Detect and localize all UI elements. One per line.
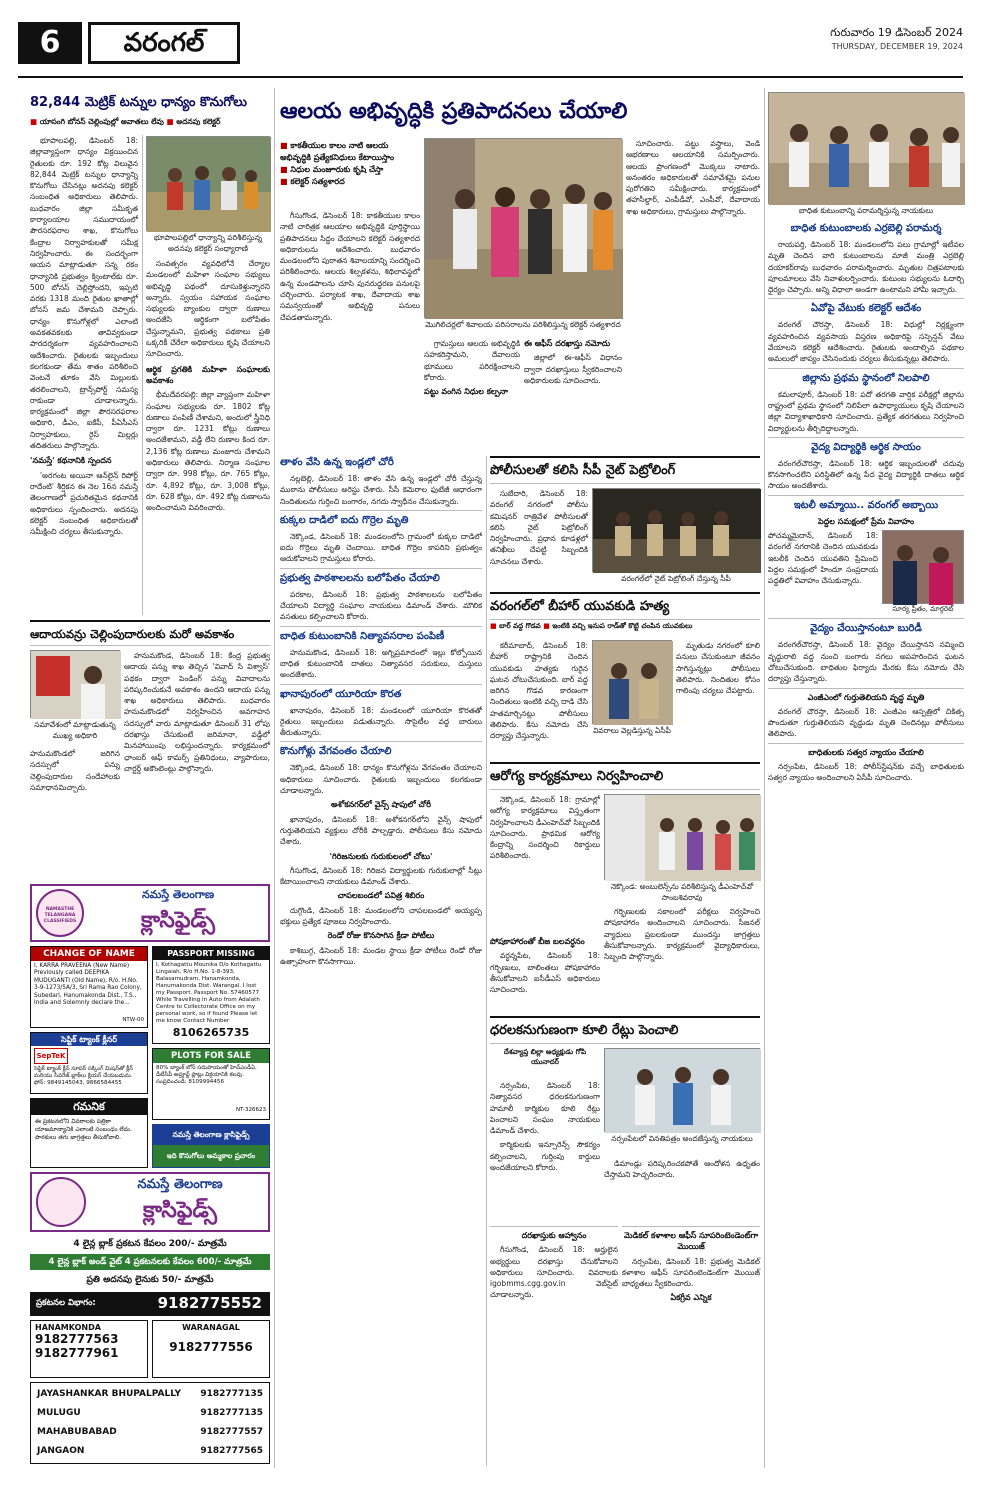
bottom-sub-2: మెడికల్ కళాశాల ఆఫీస్ సూపరింటెండెంట్‌గా మొయిజ్ (624, 1231, 758, 1252)
change-of-name-body: I, KARRA PRAVEENA (New Name) Previously called DEEPIKA MUDUGANTI (Old Name), R/o. H.No. 3-9-1273/5A/3, Sri Rama Rao Colony, Subedari, Hanumakonda Dist., T.S., India and Solemnly declare the... (34, 963, 142, 1007)
right-headline-7: ఎంజీఎంలో గుర్తుతెలియని వృద్ధ మృతి (768, 688, 964, 703)
district-office-row (37, 1442, 263, 1461)
big-classifieds-logo (36, 1177, 86, 1227)
murder-sub1: బార్ వద్ద గొడవ (499, 622, 541, 630)
main-photo-caption: మొగిలిచర్లలో శివాలయ పరిసరాలను పరిశీలిస్తున్న కలెక్టర్ సత్యశారద (425, 320, 621, 329)
passport-body: I, Kothagattu Mounika D/o Kothagattu Lingaiah, R/o H.No. 1-8-393, Balasamudram, Hanamkonda, Hanumakonda Dist. Warangal. I lost my Passport. Passport No. 57460577 While Travelling in Auto from Adalath Centre to Collectorate Office on my personal work, so if found Please let me know Contact Number (156, 962, 262, 1024)
main-sub3: పట్టు వంగిన నిధుల కల్పనా (424, 387, 508, 397)
contact-phone: 9182775552 (157, 1294, 262, 1312)
district-name: MAHABUBABAD (37, 1427, 117, 1437)
patrolling-photo-caption: వరంగల్‌లో నైట్ పెట్రోలింగ్ చేస్తున్న సీపీ (621, 574, 731, 583)
bottom-sub-1: దరఖాస్తుకు ఆహ్వానం (521, 1231, 587, 1240)
gamanika-ad (30, 1098, 148, 1168)
district-name: JANGAON (37, 1446, 85, 1456)
right-headline-4: వైద్య విద్యార్థికి ఆర్థిక సాయం (768, 437, 964, 455)
section-title: వరంగల్ (88, 22, 240, 64)
income-tax-photo-caption: సమావేశంలో మాట్లాడుతున్న ముఖ్య అధికారి (34, 720, 116, 740)
contact-bar (30, 1292, 270, 1316)
gamanika-body: ఈ ప్రకటనలోని వివరాలకు పత్రికా యాజమాన్యానికి ఎలాంటి సంబంధం లేదు. పాఠకులు తగు జాగ్రత్తలు తీసుకోవాలి. (35, 1118, 132, 1141)
center-column (280, 456, 482, 1466)
wages-body-text: నర్సంపేట, డిసెంబర్ 18: నిత్యావసర ధరలకనుగుణంగా హమాలీ కార్మికుల కూలి రేట్లు పెంచాలని సంఘం నాయకులు డిమాండ్ చేశారు. (490, 1081, 600, 1136)
right-story-5 (768, 530, 964, 615)
right-body-4: వరంగల్‌చౌరస్తా, డిసెంబర్ 18: ఆర్థిక ఇబ్బందులతో చదువు కొనసాగించలేని పరిస్థితిలో ఉన్న పేద వైద్య విద్యార్థికి దాతలు ఆర్థిక సాయం అందజేశారు. (768, 458, 964, 491)
classifieds-subtitle: క్లాసిఫైడ్స్ (141, 908, 215, 933)
right-headline-6: వైద్యం చేయిస్తానంటూ బురిడీ (768, 618, 964, 636)
district-phone: 9182777135 (200, 1408, 263, 1418)
center-sub-9: చాపలబండలో పవిత్ర శిబిరం (337, 891, 425, 901)
district-office-row (37, 1385, 263, 1404)
health-headline: ఆరోగ్య కార్యక్రమాలు నిర్వహించాలి (490, 762, 760, 790)
right-body-1: రాయపర్తి, డిసెంబర్ 18: మండలంలోని పలు గ్రామాల్లో ఇటీవల మృతి చెందిన వారి కుటుంబాలను మాజీ మంత్రి ఎర్రబెల్లి దయాకర్‌రావు బుధవారం పరామర్శించారు. మృతుల చిత్రపటాలకు పూలమాలలు వేసి నివాళులర్పించారు. కుటుంబ సభ్యులను ఓదార్చి ధైర్యం చెప్పారు. అన్ని విధాలా అండగా ఉంటామని హామీ ఇచ్చారు. (768, 240, 964, 295)
col2-sub: ఆర్థిక ప్రగతికి మహిళా సంఘాలకు అవకాశం (146, 364, 270, 385)
office-phone: 9182777556 (169, 1340, 253, 1354)
office-phone: 9182777961 (35, 1346, 119, 1360)
wages-headline: ధరలకనుగుణంగా కూలి రేట్లు పెంచాలి (490, 1016, 760, 1044)
main-bullets (280, 140, 420, 206)
center-sub-7: అశోకనగర్‌లో వైన్స్ షాపులో చోరీ (331, 800, 431, 810)
change-of-name-title: CHANGE OF NAME (31, 947, 147, 961)
change-of-name-ad (30, 946, 148, 1028)
center-sub-10: రెండో రోజు కొనసాగిన క్రీడా పోటీలు (327, 931, 435, 941)
income-tax-photo (30, 650, 120, 718)
center-headline-2: కుక్కల దాడిలో ఐదు గొర్రెల మృతి (280, 510, 482, 528)
district-office-row (37, 1423, 263, 1442)
col-divider (142, 135, 143, 615)
health-body2-text: వర్ధన్నపేట, డిసెంబర్ 18: గర్భిణులు, బాలింతలు పోషకాహారం తీసుకోవాలని ఐసీడీఎస్ అధికారులు సూచించారు. (490, 951, 600, 995)
col1-photo (146, 136, 270, 231)
office-name: WARANAGAL (182, 1323, 240, 1332)
classifieds-logo-text: NAMASTHE TELANGANA CLASSIFIEDS (43, 907, 77, 924)
right-photo-5-wrap (882, 530, 964, 615)
center-body-10: కాశిబుగ్గ, డిసెంబర్ 18: మండల స్థాయి క్రీడా పోటీలు రెండో రోజు ఉత్సాహంగా కొనసాగాయి. (280, 945, 482, 966)
masthead (18, 22, 963, 72)
patrolling-body (490, 488, 588, 588)
center-body-9: దుగ్గొండి, డిసెంబర్ 18: మండలంలోని చాపలబండలో అయ్యప్ప భక్తులు ప్రత్యేక పూజలు నిర్వహించారు. (280, 905, 482, 927)
col-divider (764, 88, 765, 1468)
center-headline-3: ప్రభుత్వ పాఠశాలలను బలోపేతం చేయాలి (280, 568, 482, 586)
center-body-7: ఖానాపురం, డిసెంబర్ 18: అశోకనగర్‌లోని వైన్స్ షాపులో గుర్తుతెలియని వ్యక్తులు చోరీకి పాల్పడ్డారు. పోలీసులు కేసు నమోదు చేశారు. (280, 814, 482, 847)
passport-title: PASSPORT MISSING (153, 947, 269, 960)
bottom-body-1: గీసుగొండ, డిసెంబర్ 18: అర్హులైన అభ్యర్థులు దరఖాస్తు చేసుకోవాలని అధికారులు సూచించారు. వివరాలకు igobmms.cgg.gov.in వెబ్‌సైట్ చూడాలన్నారు. (490, 1245, 618, 1300)
murder-subheads: ■ బార్ వద్ద గొడవ ■ ఇంటికి వచ్చి ఇనుప రాడ్‌తో కొట్టి చంపిన యువకులు (490, 622, 693, 630)
district-phone: 9182777557 (200, 1427, 263, 1437)
col1-photo-caption: భూపాలపల్లిలో ధాన్యాన్ని పరిశీలిస్తున్న అదనపు కలెక్టర్ సంధ్యారాణి (153, 233, 263, 253)
col-divider (274, 88, 275, 1468)
murder-photo-caption: వివరాలు వెల్లడిస్తున్న ఏసీపీ (593, 726, 671, 735)
passport-missing-ad (152, 946, 270, 1044)
wages-body: నర్సంపేట, డిసెంబర్ 18: నిత్యావసర ధరలకనుగుణంగా హమాలీ కార్మికుల కూలి రేట్లు పెంచాలని సంఘం నాయకులు డిమాండ్ చేశారు. కార్మికులకు ఇన్సూరెన్స్ సౌకర్యం కల్పించాలని, గుర్తింపు కార్డులు అందజేయాలని కోరారు. (490, 1081, 600, 1173)
main-bullet: ■ కాకతీయుల కాలం నాటి ఆలయ అభివృద్ధికి ప్రత్యేకనిధులు కేటాయిస్తాం (280, 140, 420, 164)
right-photo-caption: బాధిత కుటుంబాన్ని పరామర్శిస్తున్న నాయకులు (798, 206, 934, 215)
offer-3: ప్రతి అదనపు లైనుకు 50/- మాత్రమే (86, 1275, 214, 1285)
offer-1: 4 లైన్ల బ్లాక్ ప్రకటన కేవలం 200/- మాత్రమే (73, 1239, 227, 1249)
wages-body-cont: డిమాండ్లు పరిష్కరించకపోతే ఆందోళన ఉధృతం చేస్తామని హెచ్చరించారు. (604, 1159, 760, 1180)
health-body (490, 794, 600, 934)
income-tax-body (124, 650, 270, 862)
patrolling-headline: పోలీసులతో కలిసి సీపీ నైట్ పెట్రోలింగ్ (490, 456, 760, 484)
right-body-5: పోచమ్మమైదాన్, డిసెంబర్ 18: వరంగల్ నగరానికి చెందిన యువకుడు ఇటలీకి చెందిన యువతిని ప్రేమించి పెద్దల సమక్షంలో హిందూ సంప్రదాయ పద్ధతిలో వివాహం చేసుకున్నారు. (768, 531, 878, 586)
wages-photo-caption: నర్సంపేటలో వినతిపత్రం అందజేస్తున్న నాయకులు (611, 1134, 753, 1143)
col2-body-text: సంవత్సరం వ్యవధిలోనే చేర్యాల మండలంలో మహిళా సంఘాల సభ్యులు అభివృద్ధి పథంలో దూసుకెళ్తున్నారని అన్నారు. స్వయం సహాయక సంఘాల సభ్యులకు బ్యాంకుల ద్వారా రుణాలు అందజేసి ఆర్థికంగా బలోపేతం చేస్తున్నామని, ప్రభుత్వ పథకాలు ప్రతి ఒక్కరికీ చేరేలా అధికారులు కృషి చేయాలని సూచించారు. (146, 259, 270, 359)
health-body-text: నెక్కొండ, డిసెంబర్ 18: గ్రామాల్లో ఆరోగ్య కార్యక్రమాలు విస్తృతంగా నిర్వహించాలని డీఎంహెచ్‌వో సిబ్బందికి సూచించారు. ప్రాథమిక ఆరోగ్య కేంద్రాన్ని సందర్శించి రికార్డులు పరిశీలించారు. (490, 795, 600, 861)
main-body (280, 210, 420, 450)
center-body-1: నల్లబెల్లి, డిసెంబర్ 18: తాళం వేసి ఉన్న ఇండ్లలో చోరీ చేస్తున్న ముఠాను పోలీసులు అరెస్టు చేశారు. సీసీ కెమెరాల ఫుటేజీ ఆధారంగా నిందితులను గుర్తించి బంగారం, నగదు స్వాధీనం చేసుకున్నారు. (280, 474, 482, 506)
right-photo-5 (882, 530, 964, 604)
district-office-row (37, 1404, 263, 1423)
main-photo (424, 138, 622, 318)
center-body-4: హనుమకొండ, డిసెంబర్ 18: అగ్నిప్రమాదంలో ఇల్లు కోల్పోయిన బాధిత కుటుంబానికి దాతలు నిత్యావసర సరుకులు, దుస్తులు అందజేశారు. (280, 647, 482, 680)
right-body-2: వరంగల్ చౌరస్తా, డిసెంబర్ 18: విధుల్లో నిర్లక్ష్యంగా వ్యవహరించిన వ్యవసాయ విస్తరణ అధికారిపై సస్పెన్షన్ వేటు వేయాలని కలెక్టర్ ఆదేశించారు. రైతులకు అందాల్సిన పథకాల అమలులో జాప్యం చేసినందుకు చర్యలు తీసుకున్నట్లు తెలిపారు. (768, 320, 964, 364)
right-headline-3: జిల్లాను ప్రథమ స్థానంలో నిలపాలి (768, 368, 964, 386)
col1-sub1: యాసంగి బోనస్ చెల్లింపుల్లో అవాతలు లేవు (39, 117, 164, 126)
bottom-center-1 (490, 1226, 618, 1466)
right-body-7: వరంగల్ చౌరస్తా, డిసెంబర్ 18: ఎంజీఎం ఆస్పత్రిలో చికిత్స పొందుతూ గుర్తుతెలియని వృద్ధుడు మృతి చెందినట్లు పోలీసులు తెలిపారు. (768, 706, 964, 739)
right-headline-8: బాధితులకు సత్వర న్యాయం చేయాలి (768, 743, 964, 758)
center-headline-1: తాళం వేసి ఉన్న ఇండ్లలో చోరీ (280, 457, 394, 468)
center-headline-4: బాధిత కుటుంబానికి నిత్యావసరాల పంపిణీ (280, 626, 482, 644)
offer-2: 4 లైన్ల బ్లాక్ అండ్ వైట్ 4 ప్రకటనలకు కేవలం 600/- మాత్రమే (30, 1254, 270, 1270)
wages-photo (604, 1048, 760, 1132)
col2-body (146, 258, 270, 615)
small-banner-2: ఇది కొనుగోలు అమ్మకాల ప్రచారం (153, 1145, 269, 1167)
main-headline: ఆలయ అభివృద్ధికి ప్రతిపాదనలు చేయాలి (280, 99, 628, 124)
center-body-2: నెక్కొండ, డిసెంబర్ 18: మండలంలోని గ్రామంలో కుక్కల దాడిలో ఐదు గొర్రెలు మృతి చెందాయి. బాధిత గొర్రెల కాపరిని ప్రభుత్వం ఆదుకోవాలని గ్రామస్తులు కోరారు. (280, 531, 482, 564)
center-body-8: గీసుగొండ, డిసెంబర్ 18: గిరిజన విద్యార్థులకు గురుకులాల్లో సీట్లు కేటాయించాలని నాయకులు డిమాండ్ చేశారు. (280, 865, 482, 887)
office-phone: 9182777563 (35, 1332, 119, 1346)
murder-body (490, 640, 588, 758)
classifieds-banner (30, 884, 270, 942)
right-photo-5-caption: సూర్య ప్రీతం, మార్గరెట్ (892, 605, 954, 614)
plots-code: NT-326623 (236, 1107, 266, 1113)
center-sub-8: 'గిరిజనులకు గురుకులంలో చోటు' (329, 851, 433, 861)
office-warangal (152, 1320, 270, 1378)
bottom-body-2: నర్సంపేట, డిసెంబర్ 18: ప్రభుత్వ మెడికల్ కళాశాల ఆఫీస్ సూపరింటెండెంట్‌గా మొయిజ్ బాధ్యతలు స్వీకరించారు. (622, 1256, 760, 1289)
center-body-6: నెక్కొండ, డిసెంబర్ 18: ధాన్యం కొనుగోళ్లను వేగవంతం చేయాలని అధికారులు సూచించారు. రైతులకు ఇబ్బందులు కలగకుండా చూడాలన్నారు. (280, 763, 482, 796)
passport-phone: 8106265735 (172, 1026, 250, 1039)
income-tax-body-text: హనుమకొండ, డిసెంబర్ 18: కేంద్ర ప్రభుత్వ ఆదాయ పన్ను శాఖ తెచ్చిన 'వివాద్ సే విశ్వాస్' పథకం ద్వారా పెండింగ్ పన్ను వివాదాలను పరిష్కరించుకునే అవకాశం ఉందని ఆదాయ పన్ను శాఖ అధికారులు తెలిపారు. బుధవారం హనుమకొండలో నిర్వహించిన అవగాహన సదస్సులో వారు మాట్లాడుతూ డిసెంబర్ 31 లోపు దరఖాస్తు చేసుకుంటే జరిమానా, వడ్డీలో మినహాయింపు లభిస్తుందన్నారు. కార్యక్రమంలో ఛాంబర్ ఆఫ్ కామర్స్ ప్రతినిధులు, వ్యాపారులు, చార్టర్డ్ అకౌంటెంట్లు పాల్గొన్నారు. (124, 651, 270, 773)
center-headline-5: ఖానాపురంలో యూరియా కొరత (280, 684, 482, 702)
right-column (768, 222, 964, 1466)
office-name: HANAMKONDA (35, 1323, 101, 1332)
right-headline-2: ఏవోపై వేటుకు కలెక్టర్ ఆదేశం (768, 298, 964, 316)
plots-ad (152, 1048, 270, 1120)
col1-sub3: 'నమస్తే' కథనానికి స్పందన (30, 456, 112, 466)
main-body-text: గీసుగొండ, డిసెంబర్ 18: కాకతీయుల కాలం నాటి చారిత్రక ఆలయాల అభివృద్ధికి పూర్తిస్థాయి ప్రతిపాదనలు సిద్ధం చేయాలని కలెక్టర్ సత్యశారద అధికారులను ఆదేశించారు. బుధవారం మండలంలోని పురాతన శివాలయాన్ని సందర్శించి పరిశీలించారు. ఆలయ శిల్పకళను, శిథిలావస్థలో ఉన్న మండపాలను చూసి పునరుద్ధరణ పనులపై చర్చించారు. పర్యాటక శాఖ, దేవాదాయ శాఖ సమన్వయంతో అభివృద్ధి పనులు చేపడతామన్నారు. (280, 211, 420, 322)
murder-body-text: కరీమాబాద్, డిసెంబర్ 18: బీహార్ రాష్ట్రానికి చెందిన యువకుడు హత్యకు గురైన ఘటన చోటుచేసుకుంది. బార్ వద్ద జరిగిన గొడవ కారణంగా నిందితులు ఇంటికి వచ్చి దాడి చేసి హతమార్చినట్లు పోలీసులు తెలిపారు. కేసు నమోదు చేసి దర్యాప్తు చేస్తున్నారు. (490, 641, 588, 741)
district-offices (30, 1382, 270, 1464)
gamanika-title: గమనిక (31, 1099, 147, 1115)
page-number: 6 (18, 22, 82, 64)
bottom-sub-3: ఏకగ్రీవ ఎన్నిక (670, 1293, 712, 1303)
col-divider (486, 456, 487, 1466)
main-sub2: ఈ ఆఫీస్ దరఖాస్తు నమోదు (524, 339, 611, 348)
col2-body2: భీమదేవరపల్లి: జిల్లా వ్యాప్తంగా మహిళా సంఘాల సభ్యులకు రూ. 1802 కోట్ల రుణాలు పంపిణీ చేశామని, అందులో స్త్రీనిధి ద్వారా రూ. 1231 కోట్లు రుణాలు అందజేశామని, వడ్డీ లేని రుణాల కింద రూ. 2,136 కోట్ల రుణాలు మంజూరు చేశామని అధికారులు తెలిపారు. నిర్మాణ సంఘాల ద్వారా రూ. 998 కోట్లు, రూ. 765 కోట్లు, రూ. 4,892 కోట్లు, రూ. 3,008 కోట్లు, రూ. 628 కోట్లు, రూ. 492 కోట్ల రుణాలను అందించామని వివరించారు. (146, 390, 270, 513)
health-photo (604, 794, 760, 880)
office-hanamkonda (30, 1320, 148, 1378)
center-headline-6: కొనుగోళ్లు వేగవంతం చేయాలి (280, 741, 482, 759)
septic-body: సెప్టిక్ ట్యాంక్ క్లీన్ సూపర్ సక్కింగ్ మిషన్‌తో క్లీన్ మరియు సీవరేజ్ బ్లాక్‌లు క్లియర్ చేయబడును. ఫోన్: 9849145043, 9866584455 (34, 1066, 134, 1086)
main-body-col2: గ్రామస్తులు ఆలయ అభివృద్ధికి సహకరిస్తామని, దేవాలయ భూములు పరిరక్షించాలని కోరారు. పట్టు వంగిన నిధుల కల్పనా (424, 339, 520, 397)
center-body-5: ఖానాపురం, డిసెంబర్ 18: మండలంలో యూరియా కొరతతో రైతులు ఇబ్బందులు పడుతున్నారు. సొసైటీల వద్ద బారులు తీరుతున్నారు. (280, 705, 482, 738)
small-banner-1: నమస్తే తెలంగాణ క్లాసిఫైడ్స్ (153, 1125, 269, 1145)
right-body-8: నర్సంపేట, డిసెంబర్ 18: పోలీస్‌స్టేషన్‌కు వచ్చే బాధితులకు సత్వర న్యాయం అందించాలని ఏసీపీ సూచించారు. (768, 762, 964, 783)
big-classifieds-banner (30, 1172, 270, 1232)
plots-title: PLOTS FOR SALE (153, 1049, 269, 1063)
bottom-center-2 (622, 1226, 760, 1466)
health-body-cont: గర్భిణులకు సకాలంలో పరీక్షలు నిర్వహించి పోషకాహారం అందించాలని సూచించారు. సీజనల్ వ్యాధులు ప్రబలకుండా ముందస్తు జాగ్రత్తలు తీసుకోవాలన్నారు. కార్యక్రమంలో వైద్యాధికారులు, సిబ్బంది పాల్గొన్నారు. (604, 907, 760, 962)
center-body-3: పరకాల, డిసెంబర్ 18: ప్రభుత్వ పాఠశాలలను బలోపేతం చేయాలని విద్యార్థి సంఘాల నాయకులు డిమాండ్ చేశారు. మౌలిక వసతులు కల్పించాలని కోరారు. (280, 589, 482, 622)
col1-body (30, 135, 138, 537)
date-english: THURSDAY, DECEMBER 19, 2024 (831, 42, 963, 51)
septic-title: సెప్టిక్ ట్యాంక్ క్లీనర్ (31, 1033, 147, 1046)
health-sub2: పోషకాహారంతో బీజ బలవర్ధనం (490, 937, 585, 946)
classifieds-logo (36, 889, 84, 937)
main-body-col3: ఈ ఆఫీస్ దరఖాస్తు నమోదు జిల్లాలో ఈ-ఆఫీస్ విధానం ద్వారా దరఖాస్తులు స్వీకరించాలని అధికారులకు సూచించారు. (524, 339, 622, 385)
right-headline-5: ఇటలీ అమ్మాయి.. వరంగల్ అబ్బాయి (768, 495, 964, 513)
classifieds-title: నమస్తే తెలంగాణ (141, 888, 215, 901)
col1-sub2: అదనపు కలెక్టర్ (176, 117, 221, 126)
murder-headline: వరంగల్‌లో బీహార్ యువకుడి హత్య (490, 592, 760, 620)
right-headline-1: బాధిత కుటుంబాలకు ఎర్రబెల్లి పరామర్శ (790, 223, 942, 234)
district-phone: 9182777565 (200, 1446, 263, 1456)
patrolling-body-text: సుబేదారి, డిసెంబర్ 18: వరంగల్ నగరంలో పోలీసు కమిషనర్ రాత్రివేళ పోలీసులతో కలిసి నైట్ పెట్రోలింగ్ నిర్వహించారు. ప్రధాన కూడళ్లలో తనిఖీలు చేపట్టి సిబ్బందికి సూచనలు చేశారు. (490, 489, 588, 566)
contact-label: ప్రకటనల విభాగం: (36, 1298, 96, 1308)
big-classifieds-title: నమస్తే తెలంగాణ (137, 1177, 223, 1192)
change-of-name-code: NTW-00 (122, 1017, 144, 1023)
health-body2 (490, 936, 600, 1012)
col1-body2: 'అరగంట అయినా ఆన్‌లైన్ రిపోర్ట్ రాదేంటి' శీర్షికన ఈ నెల 16న నమస్తే తెలంగాణలో ప్రచురితమైన కథనానికి అధికారులు స్పందించారు. అదనపు కలెక్టర్ సంబంధిత అధికారులతో సమీక్షించి చర్యలు తీసుకున్నారు. (30, 470, 138, 537)
septic-logo: SepTeK (34, 1048, 68, 1064)
col1-headline: 82,844 మెట్రిక్ టన్నుల ధాన్యం కొనుగోలు (30, 95, 247, 110)
right-photo (768, 92, 964, 204)
plots-body: 80% బ్యాంక్ లోన్ సదుపాయంతో హెచ్ఎండీఏ, డీటీసీపీ అప్రూవ్డ్ ప్లాట్లు విక్రయానికి కలవు. సంప్రదించండి: 8109994456 (156, 1065, 257, 1085)
district-name: JAYASHANKAR BHUPALPALLY (37, 1389, 182, 1399)
right-sub-5: పెద్దల సమక్షంలో ప్రేమ వివాహం (817, 516, 915, 526)
col1-subheads: ■ యాసంగి బోనస్ చెల్లింపుల్లో అవాతలు లేవు ■ అదనపు కలెక్టర్ (30, 117, 221, 126)
murder-sub2: ఇంటికి వచ్చి ఇనుప రాడ్‌తో కొట్టి చంపిన యువకులు (552, 622, 693, 630)
income-tax-body-cont: హనుమకొండలో జరిగిన సదస్సులో పన్ను చెల్లింపుదారుల సందేహాలకు సమాధానమిచ్చారు. (30, 749, 120, 792)
patrolling-photo (592, 488, 760, 572)
income-tax-headline: ఆదాయవన్రు చెల్లింపుదారులకు మరో అవకాశం (30, 620, 270, 646)
septic-ad (30, 1032, 148, 1094)
col1-body-text: భూపాలపల్లి, డిసెంబర్ 18: జిల్లావ్యాప్తంగా ధాన్యం విక్రయించిన రైతులకు రూ. 192 కోట్ల విలువైన 82,844 మెట్రిక్ టన్నుల ధాన్యాన్ని కొనుగోలు చేసినట్లు అదనపు కలెక్టర్ సంబంధిత అధికారులు తెలిపారు. బుధవారం జిల్లా సమీకృత కార్యాలయాల సముదాయంలో పౌరసరఫరాల శాఖ, కొనుగోలు కేంద్రాల నిర్వాహకులతో సమీక్ష నిర్వహించారు. ఈ సందర్భంగా ఆయన మాట్లాడుతూ సన్న రకం ధాన్యానికి ప్రభుత్వం క్వింటాల్‌కు రూ. 500 బోనస్ చెల్లిస్తోందని, ఇప్పటి వరకు 1318 మంది రైతుల ఖాతాల్లో బోనస్ జమ చేశామని చెప్పారు. ధాన్యం కొనుగోళ్లలో ఎలాంటి అవకతవకలకు తావివ్వకుండా పారదర్శకంగా వ్యవహరించాలని ఆదేశించారు. రైతులకు ఇబ్బందులు కలగకుండా తేమ శాతం పరిశీలించి వెంటనే తూకం వేసి మిల్లులకు తరలించాలని, ట్రాన్స్‌పోర్ట్ సమస్య రాకుండా చూడాలన్నారు. కార్యక్రమంలో జిల్లా పౌరసరఫరాల అధికారి, డీఎం, ఐకేపీ, పీఏసీఎస్ నిర్వాహకులు, రైస్ మిల్లర్లు తదితరులు పాల్గొన్నారు. (30, 136, 138, 451)
district-phone: 9182777135 (200, 1389, 263, 1399)
district-name: MULUGU (37, 1408, 81, 1418)
main-body-col4: సూచించారు. పట్టు వస్త్రాలు, వెండి ఆభరణాలు ఆలయానికి సమర్పించారు. ఆలయ ప్రాంగణంలో మొక్కలు నాటారు. అనంతరం అధికారులతో సమావేశమై పనుల పురోగతిని సమీక్షించారు. కార్యక్రమంలో తహసీల్దార్, ఎంపీడీవో, ఎంపీవో, దేవాదాయ శాఖ అధికారులు, గ్రామస్తులు పాల్గొన్నారు. (626, 139, 760, 216)
date-telugu: గురువారం 19 డిసెంబర్ 2024 (830, 26, 963, 39)
right-body-3: కమలాపూర్, డిసెంబర్ 18: పదో తరగతి వార్షిక పరీక్షల్లో జిల్లాను రాష్ట్రంలో ప్రథమ స్థానంలో నిలిపేలా ఉపాధ్యాయులు కృషి చేయాలని జిల్లా విద్యాశాఖాధికారి సూచించారు. ప్రత్యేక తరగతులు నిర్వహించి విద్యార్థులను తీర్చిదిద్దాలన్నారు. (768, 389, 964, 433)
wages-sub: దేశవ్యాప్త బిల్లా అధ్యక్షుడు గోపి యునాదర్ (503, 1048, 587, 1066)
small-banner-ad (152, 1124, 270, 1168)
big-classifieds-subtitle: క్లాసిఫైడ్స్ (143, 1198, 217, 1223)
main-bullet: ■ కలెక్టర్ సత్యశారద (280, 176, 420, 188)
health-photo-caption: నెక్కొండ: అంబులెన్స్‌ను పరిశీలిస్తున్న డీఎంహెచ్‌వో సాంబశివరావు (610, 882, 754, 902)
murder-body-cont: మృతుడు నగరంలో కూలి పనులు చేసుకుంటూ జీవనం సాగిస్తున్నట్లు పోలీసులు తెలిపారు. నిందితుల కోసం గాలింపు చర్యలు చేపట్టారు. (676, 641, 760, 696)
masthead-rule (18, 76, 963, 78)
right-body-6: వరంగల్‌చౌరస్తా, డిసెంబర్ 18: వైద్యం చేయిస్తానని నమ్మించి వృద్ధురాలి వద్ద నుంచి బంగారు నగలు అపహరించిన ఘటన చోటుచేసుకుంది. బాధితుల ఫిర్యాదు మేరకు కేసు నమోదు చేసి దర్యాప్తు చేస్తున్నారు. (768, 640, 964, 684)
main-bullet: ■ నిధుల మంజూరుకు కృషి చేస్తా (280, 164, 420, 176)
murder-photo (592, 640, 672, 724)
